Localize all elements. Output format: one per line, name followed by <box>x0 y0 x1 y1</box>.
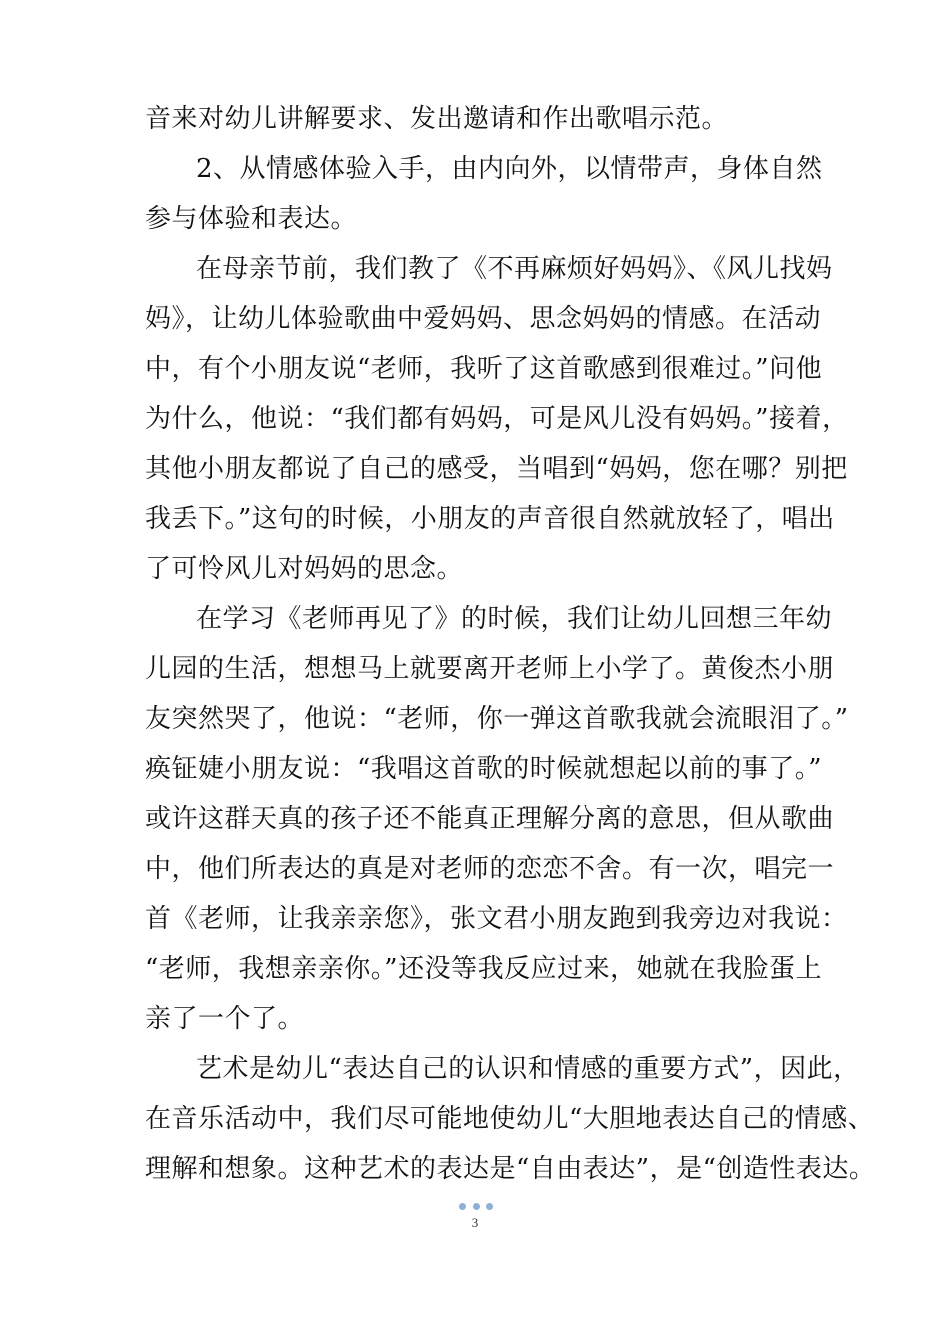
text-line: 或许这群天真的孩子还不能真正理解分离的意思，但从歌曲 <box>145 804 835 834</box>
text-line: 痪钲婕小朋友说：“我唱这首歌的时候就想起以前的事了。” <box>145 754 823 784</box>
text-line: 其他小朋友都说了自己的感受，当唱到“妈妈，您在哪？别把 <box>145 454 848 484</box>
text-line: 参与体验和表达。 <box>145 204 358 234</box>
text-line: 友突然哭了，他说：“老师，你一弹这首歌我就会流眼泪了。” <box>145 704 849 734</box>
dot-icon <box>459 1203 466 1210</box>
text-line: 中，有个小朋友说“老师，我听了这首歌感到很难过。”问他 <box>145 354 823 384</box>
text-line: 音来对幼儿讲解要求、发出邀请和作出歌唱示范。 <box>145 104 729 134</box>
dot-icon <box>486 1203 493 1210</box>
footer-dots-icon <box>459 1202 493 1210</box>
text-line: 亲了一个了。 <box>145 1004 305 1034</box>
text-line: 在音乐活动中，我们尽可能地使幼儿“大胆地表达自己的情感、 <box>145 1104 875 1134</box>
text-line: 儿园的生活，想想马上就要离开老师上小学了。黄俊杰小朋 <box>145 654 835 684</box>
text-line: “老师，我想亲亲你。”还没等我反应过来，她就在我脸蛋上 <box>145 954 823 984</box>
text-line: 艺术是幼儿“表达自己的认识和情感的重要方式”，因此， <box>196 1054 860 1084</box>
text-line: 2、从情感体验入手，由内向外，以情带声，身体自然 <box>196 154 823 184</box>
text-line: 中，他们所表达的真是对老师的恋恋不舍。有一次，唱完一 <box>145 854 835 884</box>
text-line: 理解和想象。这种艺术的表达是“自由表达”，是“创造性表达。 <box>145 1154 876 1184</box>
text-line: 妈》，让幼儿体验歌曲中爱妈妈、思念妈妈的情感。在活动 <box>145 304 822 334</box>
text-line: 为什么，他说：“我们都有妈妈，可是风儿没有妈妈。”接着， <box>145 404 849 434</box>
text-line: 了可怜风儿对妈妈的思念。 <box>145 554 464 584</box>
dot-icon <box>473 1203 480 1210</box>
text-line: 在母亲节前，我们教了《不再麻烦好妈妈》、《风儿找妈 <box>196 254 833 284</box>
page-number: 3 <box>471 1215 479 1230</box>
text-line: 首《老师，让我亲亲您》，张文君小朋友跑到我旁边对我说： <box>145 904 848 934</box>
text-line: 在学习《老师再见了》的时候，我们让幼儿回想三年幼 <box>196 604 833 634</box>
text-line: 我丢下。”这句的时候，小朋友的声音很自然就放轻了，唱出 <box>145 504 835 534</box>
